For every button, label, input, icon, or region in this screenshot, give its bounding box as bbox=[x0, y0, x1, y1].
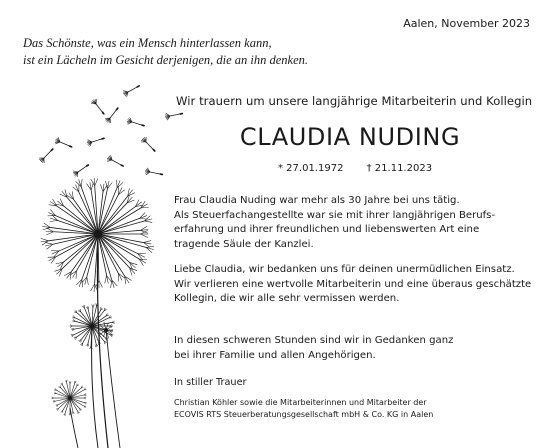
flying-seed bbox=[54, 137, 74, 151]
flying-seed bbox=[38, 146, 56, 164]
dandelion-medium bbox=[70, 303, 115, 349]
stem-small bbox=[70, 408, 78, 448]
flying-seed bbox=[144, 168, 163, 179]
flying-seed bbox=[122, 82, 142, 97]
flying-seed bbox=[86, 135, 106, 147]
text-line: Als Steuerfachangestellte war sie mit ihrer langjährigen Berufs- bbox=[174, 209, 496, 221]
epigraph-quote bbox=[23, 35, 308, 69]
mourning-label: In stiller Trauer bbox=[174, 377, 247, 388]
flying-seed bbox=[90, 98, 107, 117]
signature-line: ECOVIS RTS Steuerberatungsgesellschaft mbH & Co. KG in Aalen bbox=[174, 410, 434, 419]
text-line: bei ihrer Familie und allen Angehörigen. bbox=[174, 349, 376, 361]
flying-seed bbox=[164, 110, 183, 121]
paragraph-condolence bbox=[174, 334, 453, 363]
death-date: † 21.11.2023 bbox=[366, 163, 433, 174]
text-line: Frau Claudia Nuding war mehr als 30 Jahre bei uns tätig. bbox=[174, 195, 460, 206]
quote-line: ist ein Lächeln im Gesicht derjenigen, die an ihn denken. bbox=[23, 53, 309, 67]
paragraph-tribute bbox=[174, 194, 495, 252]
place-date: Aalen, November 2023 bbox=[403, 17, 530, 30]
flying-seed bbox=[140, 136, 158, 154]
text-line: Wir verlieren eine wertvolle Mitarbeiterin und eine überaus geschätzte bbox=[174, 278, 532, 290]
paragraph-thanks bbox=[174, 263, 531, 307]
flying-seed bbox=[72, 161, 91, 177]
signature-block bbox=[174, 397, 433, 421]
stem-bud bbox=[106, 330, 120, 448]
text-line: Liebe Claudia, wir bedanken uns für deinen unermüdlichen Einsatz. bbox=[174, 264, 515, 275]
flying-seed bbox=[126, 117, 146, 129]
deceased-name: CLAUDIA NUDING bbox=[239, 123, 461, 151]
signature-line: Christian Köhler sowie die Mitarbeiterinnen und Mitarbeiter der bbox=[174, 398, 427, 407]
text-line: erfahrung und ihrer freundlichen und liebenswerten Art eine bbox=[174, 224, 480, 236]
flying-seed bbox=[106, 154, 126, 169]
flying-seed bbox=[104, 105, 121, 124]
text-line: tragende Säule der Kanzlei. bbox=[174, 238, 314, 250]
intro-line: Wir trauern um unsere langjährige Mitarbeiterin und Kollegin bbox=[176, 94, 533, 108]
stem-medium bbox=[92, 328, 98, 448]
text-line: Kollegin, die wir alle sehr vermissen werden. bbox=[174, 293, 400, 305]
dandelion-small bbox=[51, 380, 86, 416]
birth-date: * 27.01.1972 bbox=[278, 163, 344, 174]
quote-line: Das Schönste, was ein Mensch hinterlassen kann, bbox=[23, 36, 272, 50]
life-dates bbox=[278, 163, 452, 174]
text-line: In diesen schweren Stunden sind wir in Gedanken ganz bbox=[174, 335, 454, 346]
